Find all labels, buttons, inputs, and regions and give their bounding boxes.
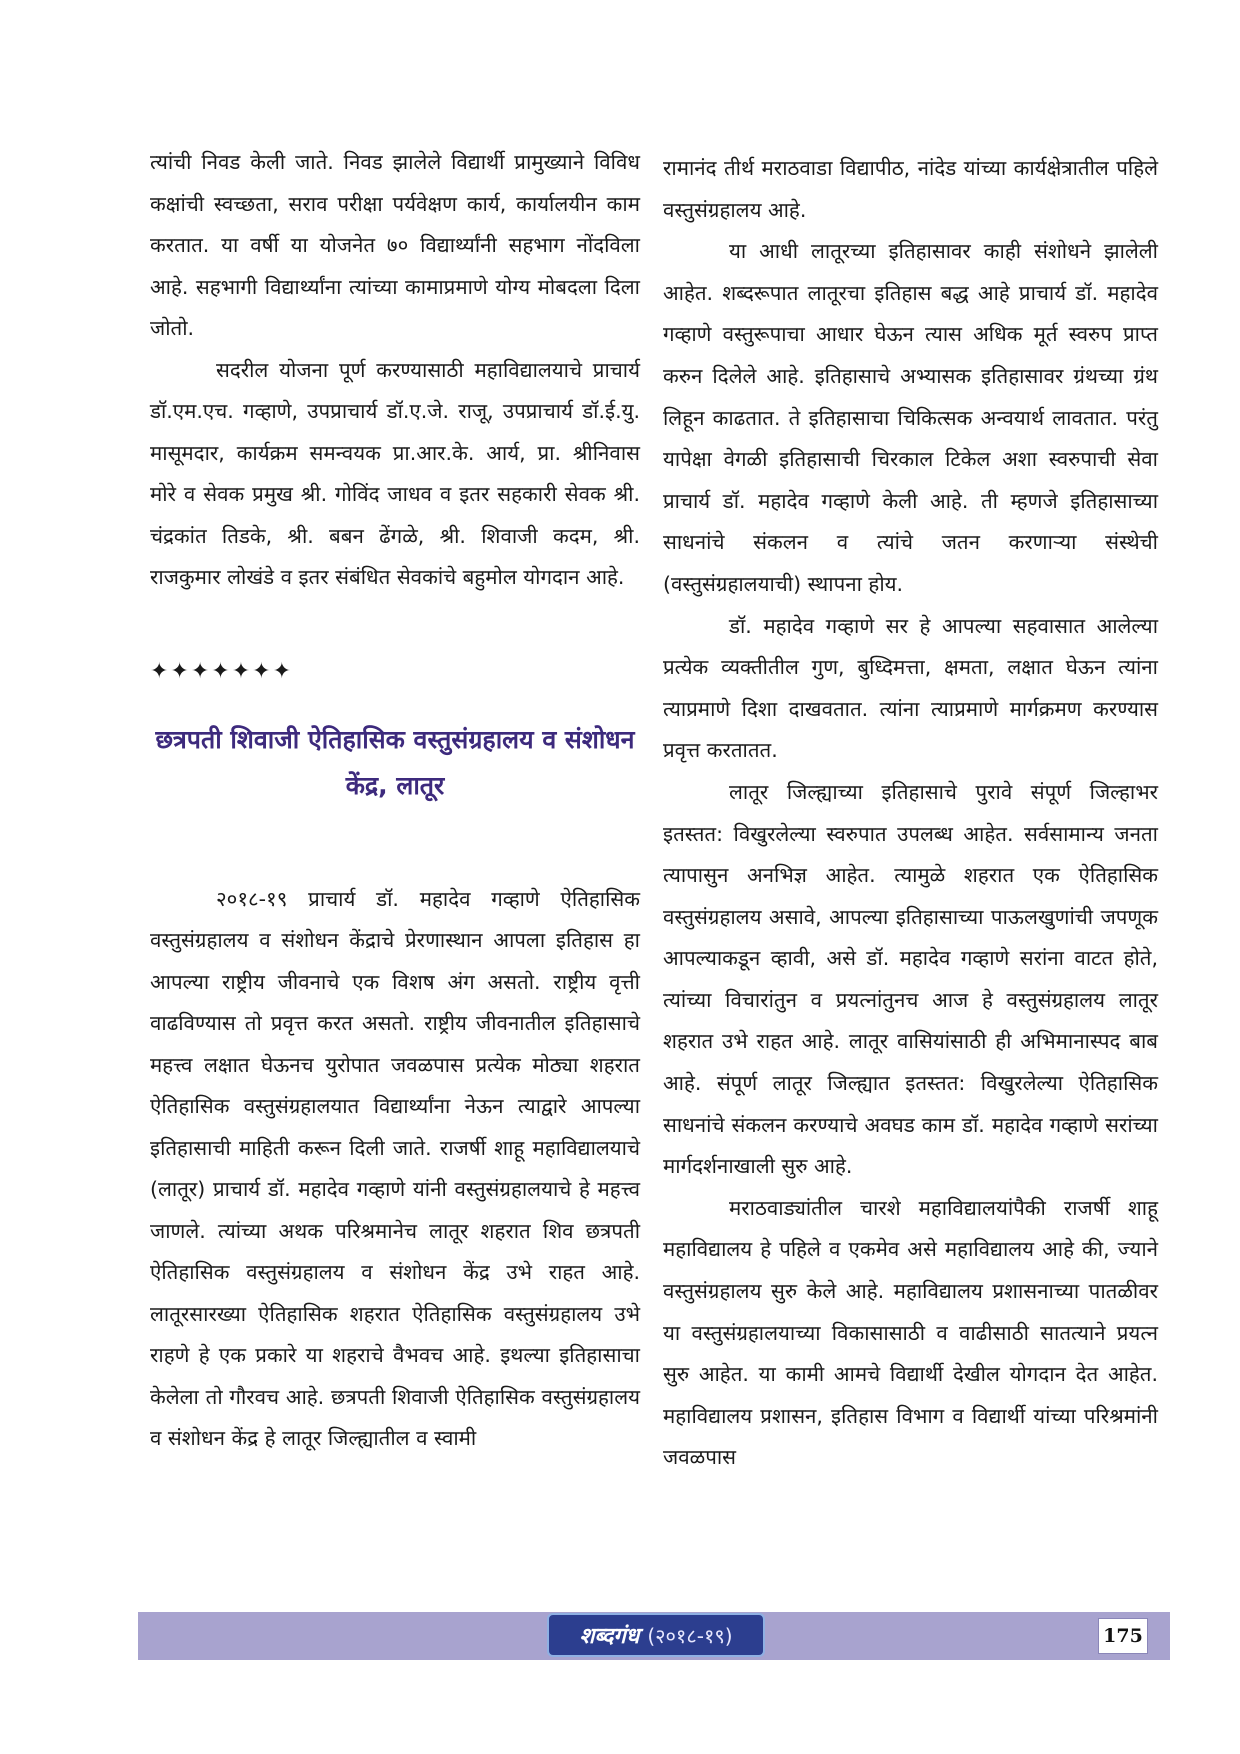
paragraph: त्यांची निवड केली जाते. निवड झालेले विद्यार्थी प्रामुख्याने विविध कक्षांची स्वच्छता, सराव परीक्षा पर्यवेक्षण कार्य, कार्यालयीन काम करतात. या वर्षी या योजनेत ७० विद्यार्थ्यांनी सहभाग नोंदविला आहे. सहभागी विद्यार्थ्यांना त्यांच्या कामाप्रमाणे योग्य मोबदला दिला जोतो.	[150, 150, 640, 340]
page-number: 175	[1098, 1618, 1148, 1654]
footer-title-box	[547, 1613, 765, 1657]
paragraph: लातूर जिल्ह्याच्या इतिहासाचे पुरावे संपूर्ण जिल्हाभर इतस्तत: विखुरलेल्या स्वरुपात उपलब्ध आहेत. सर्वसामान्य जनता त्यापासुन अनभिज्ञ आहेत. त्यामुळे शहरात एक ऐतिहासिक वस्तुसंग्रहालय असावे, आपल्या इतिहासाच्या पाऊलखुणांची जपणूक आपल्याकडून व्हावी, असे डॉ. महादेव गव्हाणे सरांना वाटत होते, त्यांच्या विचारांतुन व प्रयत्नांतुनच आज हे वस्तुसंग्रहालय लातूर शहरात उभे राहत आहे. लातूर वासियांसाठी ही अभिमानास्पद बाब आहे. संपूर्ण लातूर जिल्ह्यात इतस्तत: विखुरलेल्या ऐतिहासिक साधनांचे संकलन करण्याचे अवघड काम डॉ. महादेव गव्हाणे सरांच्या मार्गदर्शनाखाली सुरु आहे.	[663, 779, 1158, 1179]
right-column	[663, 148, 1158, 1479]
paragraph: रामानंद तीर्थ मराठवाडा विद्यापीठ, नांदेड यांच्या कार्यक्षेत्रातील पहिले वस्तुसंग्रहालय आहे.	[663, 156, 1158, 222]
section-heading: छत्रपती शिवाजी ऐतिहासिक वस्तुसंग्रहालय व संशोधन केंद्र, लातूर	[155, 724, 635, 800]
paragraph: डॉ. महादेव गव्हाणे सर हे आपल्या सहवासात आलेल्या प्रत्येक व्यक्तीतील गुण, बुध्दिमत्ता, क्षमता, लक्षात घेऊन त्यांना त्याप्रमाणे दिशा दाखवतात. त्यांना त्याप्रमाणे मार्गक्रमण करण्यास प्रवृत्त करतातत.	[663, 613, 1158, 763]
magazine-year: (२०१८-१९)	[647, 1623, 733, 1648]
paragraph: या आधी लातूरच्या इतिहासावर काही संशोधने झालेली आहेत. शब्दरूपात लातूरचा इतिहास बद्ध आहे प्राचार्य डॉ. महादेव गव्हाणे वस्तुरूपाचा आधार घेऊन त्यास अधिक मूर्त स्वरुप प्राप्त करुन दिलेले आहे. इतिहासाचे अभ्यासक इतिहासावर ग्रंथच्या ग्रंथ लिहून काढतात. ते इतिहासाचा चिकित्सक अन्वयार्थ लावतात. परंतु यापेक्षा वेगळी इतिहासाची चिरकाल टिकेल अशा स्वरुपाची सेवा प्राचार्य डॉ. महादेव गव्हाणे केली आहे. ती म्हणजे इतिहासाच्या साधनांचे संकलन व त्यांचे जतन करणाऱ्या संस्थेची (वस्तुसंग्रहालयाची) स्थापना होय.	[663, 239, 1158, 596]
paragraph: सदरील योजना पूर्ण करण्यासाठी महाविद्यालयाचे प्राचार्य डॉ.एम.एच. गव्हाणे, उपप्राचार्य डॉ.ए.जे. राजू, उपप्राचार्य डॉ.ई.यु. मासूमदार, कार्यक्रम समन्वयक प्रा.आर.के. आर्य, प्रा. श्रीनिवास मोरे व सेवक प्रमुख श्री. गोविंद जाधव व इतर सहकारी सेवक श्री. चंद्रकांत तिडके, श्री. बबन ढेंगळे, श्री. शिवाजी कदम, श्री. राजकुमार लोखंडे व इतर संबंधित सेवकांचे बहुमोल योगदान आहे.	[150, 357, 640, 589]
magazine-title: शब्दगंध	[579, 1624, 640, 1649]
ornament-divider: ✦✦✦✦✦✦✦	[150, 658, 294, 684]
paragraph: मराठवाड्यांतील चारशे महाविद्यालयांपैकी राजर्षी शाहू महाविद्यालय हे पहिले व एकमेव असे महाविद्यालय आहे की, ज्याने वस्तुसंग्रहालय सुरु केले आहे. महाविद्यालय प्रशासनाच्या पातळीवर या वस्तुसंग्रहालयाच्या विकासासाठी व वाढीसाठी सातत्याने प्रयत्न सुरु आहेत. या कामी आमचे विद्यार्थी देखील योगदान देत आहेत. महाविद्यालय प्रशासन, इतिहास विभाग व विद्यार्थी यांच्या परिश्रमांनी जवळपास	[663, 1195, 1158, 1470]
left-column	[150, 142, 640, 1460]
paragraph: २०१८-१९ प्राचार्य डॉ. महादेव गव्हाणे ऐतिहासिक वस्तुसंग्रहालय व संशोधन केंद्राचे प्रेरणास्थान आपला इतिहास हा आपल्या राष्ट्रीय जीवनाचे एक विशष अंग असतो. राष्ट्रीय वृत्ती वाढविण्यास तो प्रवृत्त करत असतो. राष्ट्रीय जीवनातील इतिहासाचे महत्त्व लक्षात घेऊनच युरोपात जवळपास प्रत्येक मोठ्या शहरात ऐतिहासिक वस्तुसंग्रहालयात विद्यार्थ्यांना नेऊन त्याद्वारे आपल्या इतिहासाची माहिती करून दिली जाते. राजर्षी शाहू महाविद्यालयाचे (लातूर) प्राचार्य डॉ. महादेव गव्हाणे यांनी वस्तुसंग्रहालयाचे हे महत्त्व जाणले. त्यांच्या अथक परिश्रमानेच लातूर शहरात शिव छत्रपती ऐतिहासिक वस्तुसंग्रहालय व संशोधन केंद्र उभे राहत आहे. लातूरसारख्या ऐतिहासिक शहरात ऐतिहासिक वस्तुसंग्रहालय उभे राहणे हे एक प्रकारे या शहराचे वैभवच आहे. इथल्या इतिहासाचा केलेला तो गौरवच आहे. छत्रपती शिवाजी ऐतिहासिक वस्तुसंग्रहालय व संशोधन केंद्र हे लातूर जिल्ह्यातील व स्वामी	[150, 886, 640, 1450]
